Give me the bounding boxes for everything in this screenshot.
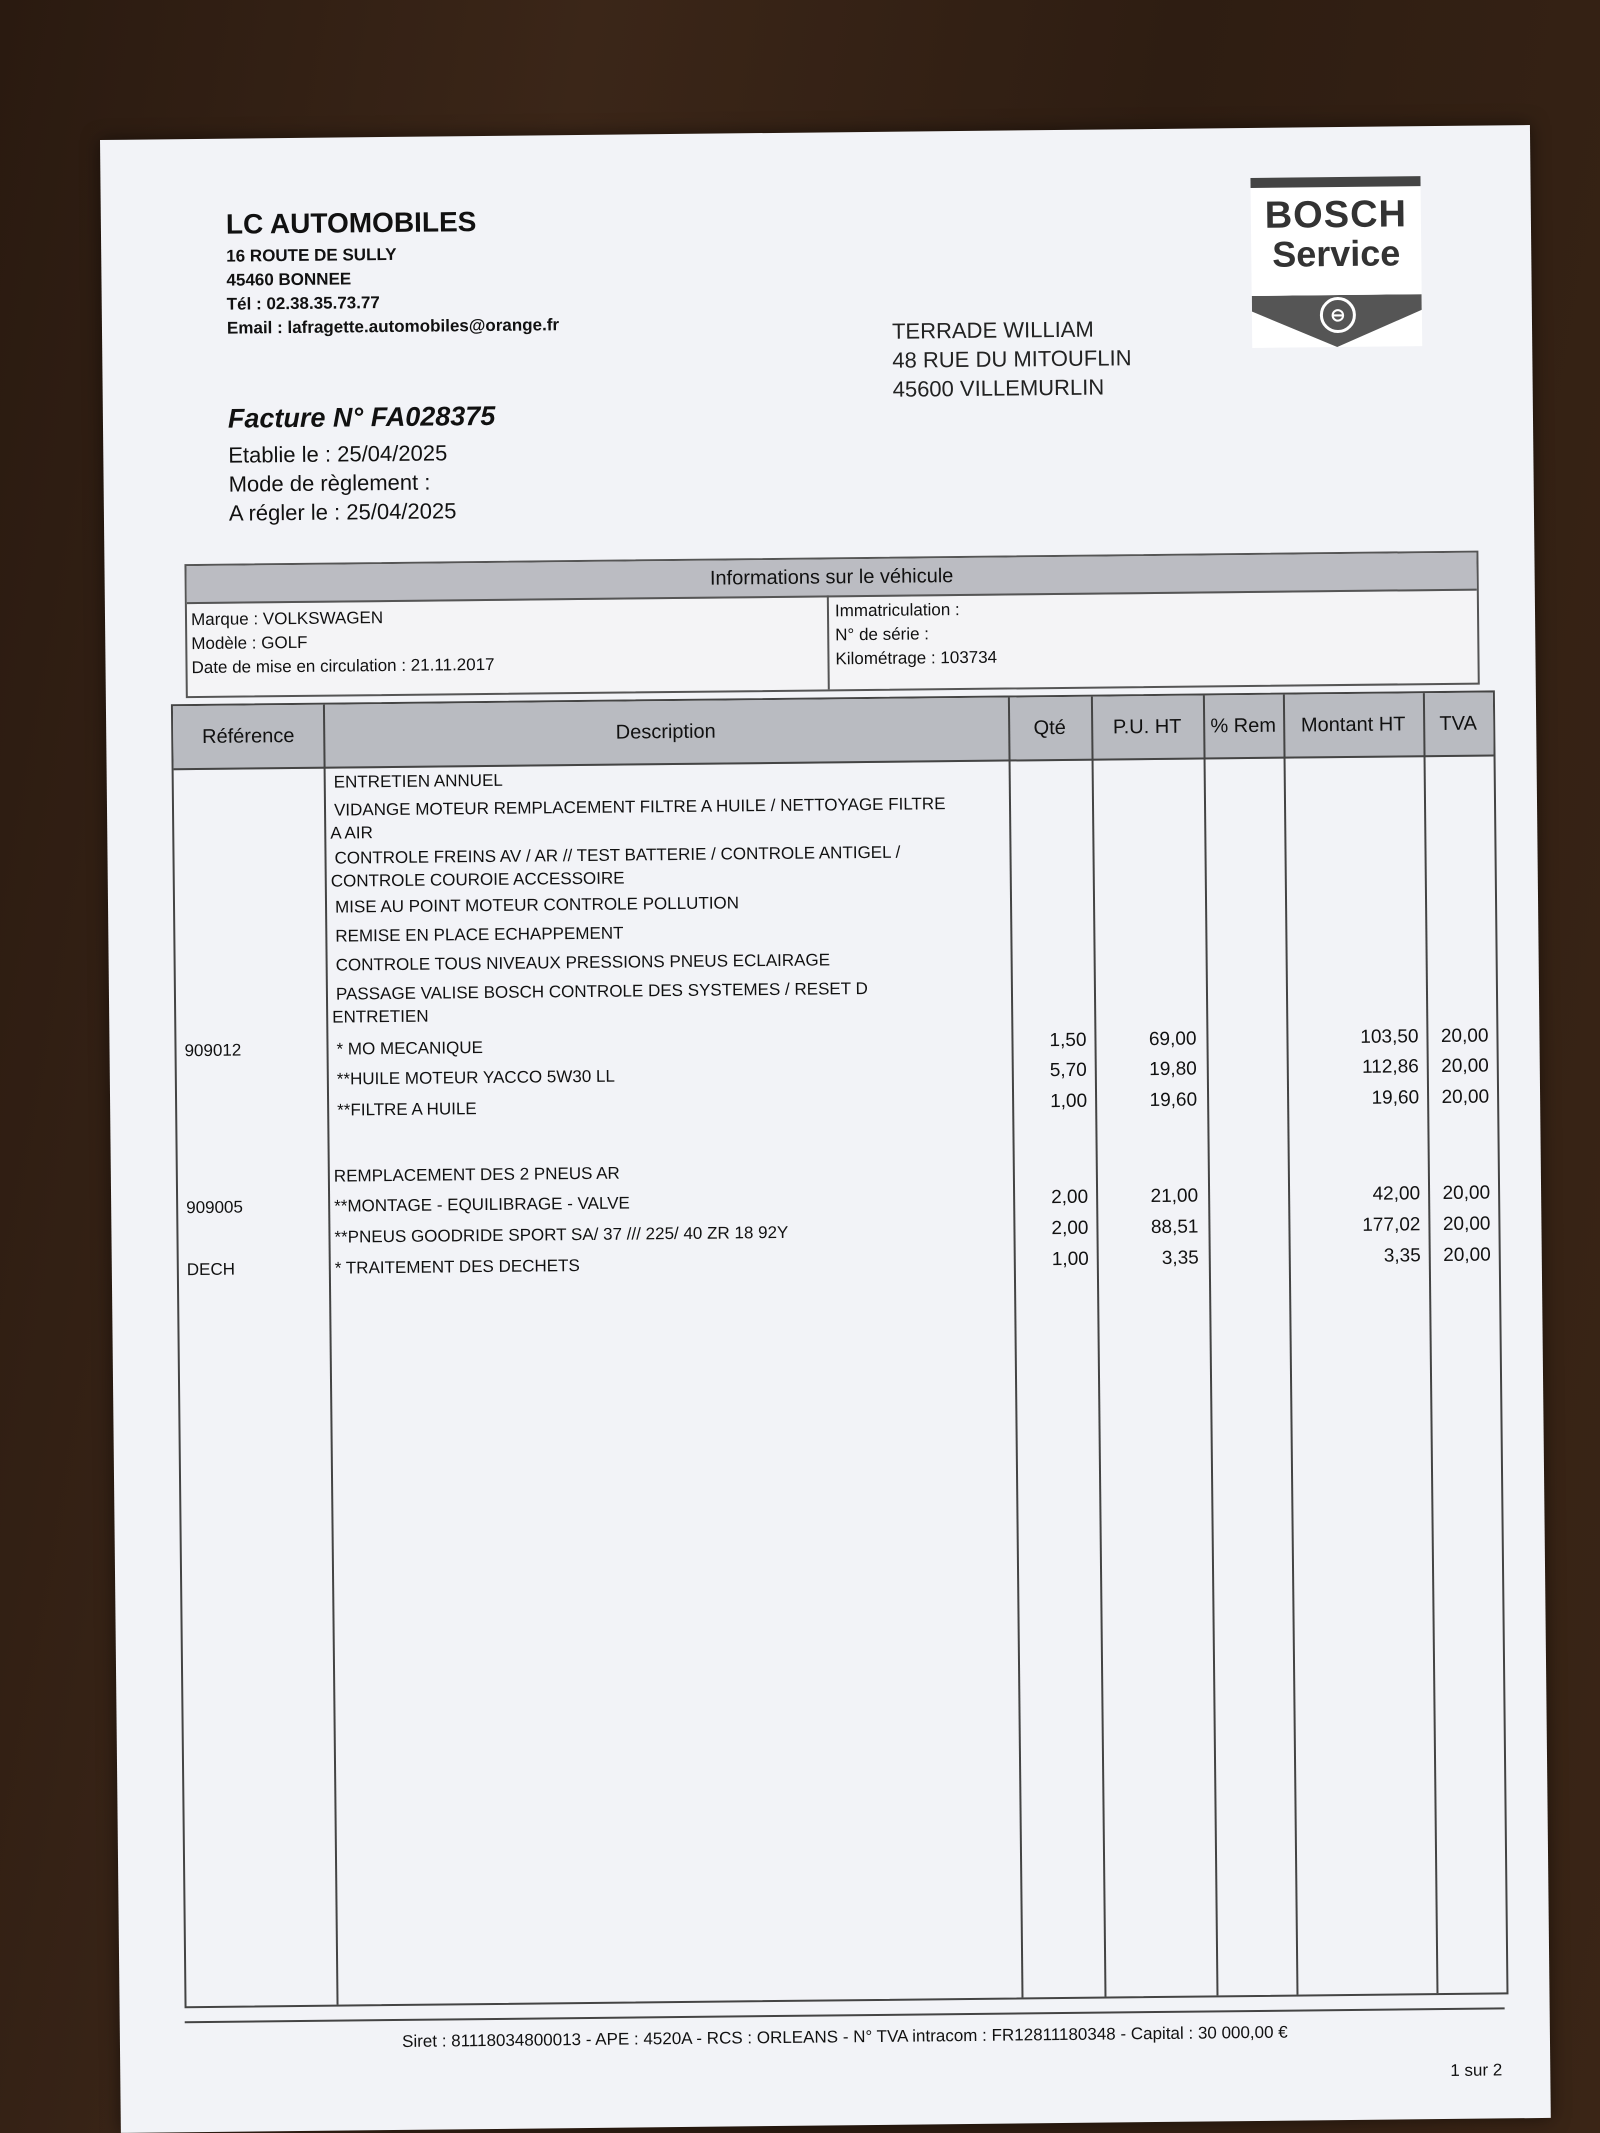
invoice-issued-date: Etablie le : 25/04/2025	[228, 440, 448, 468]
item-qty: 5,70	[1049, 1059, 1087, 1082]
item-vat: 20,00	[1442, 1213, 1491, 1235]
item-amount: 112,86	[1361, 1056, 1419, 1078]
item-qty: 1,00	[1050, 1090, 1088, 1113]
company-address-line2: 45460 BONNEE	[226, 269, 352, 290]
header-vat: TVA	[1439, 712, 1478, 736]
item-amount: 3,35	[1383, 1245, 1421, 1267]
vehicle-info-left	[191, 601, 832, 680]
header-amount: Montant HT	[1300, 713, 1406, 737]
item-ref: DECH	[186, 1259, 236, 1280]
invoice-due-date: A régler le : 25/04/2025	[228, 498, 457, 526]
vehicle-info-box	[184, 551, 1479, 699]
item-desc: **FILTRE A HUILE	[337, 1099, 477, 1120]
vehicle-plate: Immatriculation :	[834, 600, 960, 621]
company-email: Email : lafragette.automobiles@orange.fr	[226, 315, 560, 338]
header-qty: Qté	[1033, 716, 1066, 740]
footer-divider	[185, 2007, 1505, 2023]
bosch-service-logo	[1250, 176, 1422, 348]
item-ref: 909012	[184, 1040, 242, 1061]
header-description: Description	[615, 720, 716, 744]
item-qty: 2,00	[1051, 1217, 1089, 1240]
item-desc: **HUILE MOTEUR YACCO 5W30 LL	[336, 1066, 615, 1089]
item-vat: 20,00	[1441, 1055, 1489, 1078]
item-desc: **MONTAGE - EQUILIBRAGE - VALVE	[334, 1193, 630, 1216]
item-desc: * TRAITEMENT DES DECHETS	[334, 1256, 580, 1278]
invoice-payment-mode: Mode de règlement :	[228, 469, 431, 497]
company-block	[226, 205, 559, 340]
desc-line: VIDANGE MOTEUR REMPLACEMENT FILTRE A HUILE / NETTOYAGE FILTRE	[333, 794, 946, 820]
client-street: 48 RUE DU MITOUFLIN	[892, 345, 1132, 373]
item-ref: 909005	[186, 1197, 244, 1218]
client-address	[892, 314, 1132, 403]
desc-line: CONTROLE FREINS AV / AR // TEST BATTERIE / CONTROLE ANTIGEL /	[334, 842, 901, 868]
company-phone: Tél : 02.38.35.73.77	[226, 293, 380, 314]
client-city: 45600 VILLEMURLIN	[892, 374, 1105, 402]
item-vat: 20,00	[1441, 1086, 1490, 1109]
header-reference: Référence	[202, 724, 295, 748]
vehicle-first-registration: Date de mise en circulation : 21.11.2017	[191, 654, 495, 678]
column-divider	[1203, 695, 1219, 1995]
column-divider	[1283, 695, 1299, 1995]
item-vat: 20,00	[1443, 1244, 1491, 1266]
company-name: LC AUTOMOBILES	[225, 206, 477, 240]
vehicle-model: Modèle : GOLF	[191, 632, 308, 654]
vehicle-info-header: Informations sur le véhicule	[186, 553, 1476, 605]
desc-line: CONTROLE TOUS NIVEAUX PRESSIONS PNEUS ECLAIRAGE	[335, 950, 831, 975]
client-name: TERRADE WILLIAM	[891, 316, 1094, 344]
invoice-info	[228, 401, 497, 528]
column-divider	[1091, 697, 1107, 1997]
vehicle-info-right	[827, 589, 1474, 690]
header-unit-price: P.U. HT	[1112, 715, 1182, 739]
logo-text-service: Service	[1271, 232, 1401, 275]
header-discount: % Rem	[1210, 714, 1277, 738]
invoice-paper	[100, 125, 1551, 2133]
item-qty: 2,00	[1051, 1186, 1089, 1209]
item-unit-price: 19,60	[1149, 1089, 1198, 1112]
vehicle-mileage: Kilométrage : 103734	[835, 647, 998, 669]
bosch-emblem-icon: ⊖	[1320, 297, 1356, 333]
desc-line: ENTRETIEN	[332, 1006, 429, 1027]
item-desc: * MO MECANIQUE	[336, 1038, 484, 1059]
item-amount: 103,50	[1360, 1026, 1419, 1048]
desc-line: CONTROLE COUROIE ACCESSOIRE	[330, 868, 625, 891]
item-amount: 42,00	[1372, 1183, 1421, 1205]
item-unit-price: 88,51	[1150, 1216, 1199, 1239]
item-desc: **PNEUS GOODRIDE SPORT SA/ 37 /// 225/ 40 ZR 18 92Y	[334, 1222, 789, 1247]
desc-line: REMISE EN PLACE ECHAPPEMENT	[335, 923, 624, 946]
logo-text-bosch: BOSCH	[1264, 193, 1408, 237]
item-unit-price: 3,35	[1161, 1247, 1199, 1269]
item-qty: 1,00	[1051, 1248, 1089, 1271]
desc-line: PASSAGE VALISE BOSCH CONTROLE DES SYSTEMES / RESET D	[335, 979, 868, 1004]
desc-line: REMPLACEMENT DES 2 PNEUS AR	[333, 1163, 620, 1186]
column-divider	[1423, 693, 1439, 1993]
legal-footer: Siret : 81118034800013 - APE : 4520A - RCS : ORLEANS - N° TVA intracom : FR12811180348 - Capital : 30 000,00 €	[402, 2022, 1288, 2051]
item-vat: 20,00	[1442, 1182, 1491, 1204]
item-unit-price: 21,00	[1150, 1185, 1199, 1208]
item-unit-price: 69,00	[1148, 1028, 1197, 1051]
column-divider	[1008, 698, 1024, 1998]
invoice-lines-table	[171, 690, 1509, 2008]
invoice-title: Facture N° FA028375	[227, 400, 496, 434]
desc-line: MISE AU POINT MOTEUR CONTROLE POLLUTION	[334, 893, 740, 917]
item-qty: 1,50	[1049, 1029, 1087, 1052]
vehicle-serial: N° de série :	[835, 624, 930, 645]
item-unit-price: 19,80	[1149, 1058, 1197, 1081]
company-address-line1: 16 ROUTE DE SULLY	[226, 244, 397, 266]
item-amount: 19,60	[1371, 1087, 1420, 1109]
desc-line: A AIR	[330, 823, 373, 843]
item-vat: 20,00	[1440, 1025, 1489, 1048]
item-amount: 177,02	[1362, 1214, 1421, 1236]
page-number: 1 sur 2	[1450, 2060, 1503, 2080]
desc-line: ENTRETIEN ANNUEL	[333, 770, 503, 792]
vehicle-brand: Marque : VOLKSWAGEN	[190, 608, 384, 630]
